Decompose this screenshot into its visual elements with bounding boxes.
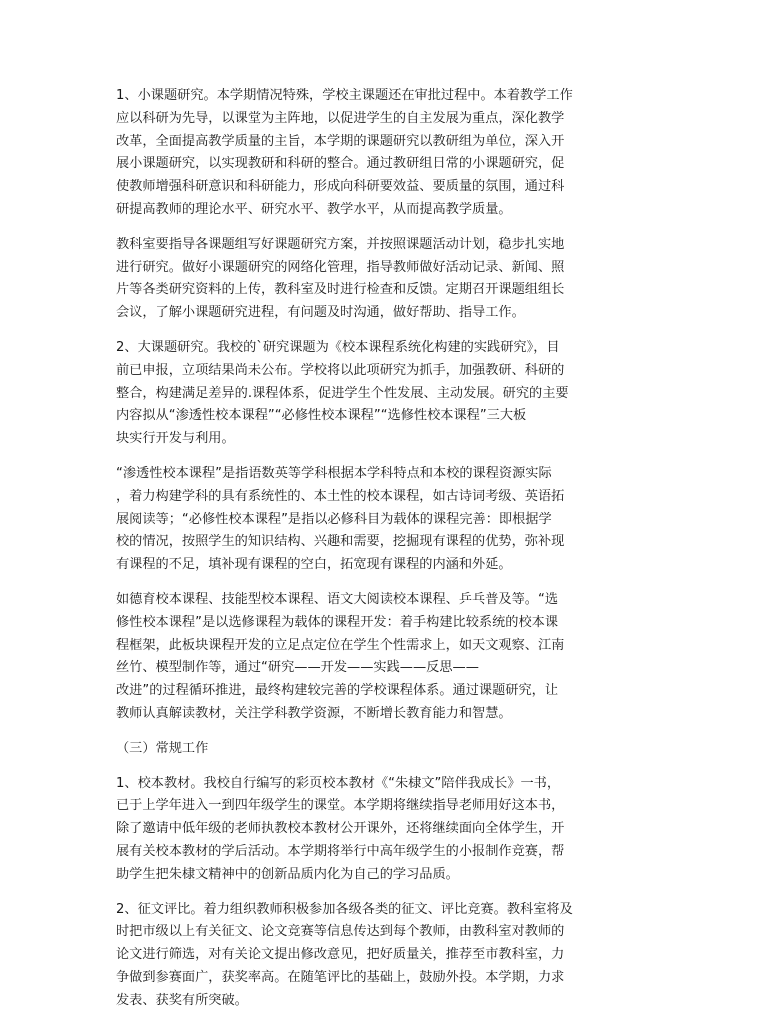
document-page xyxy=(116,85,656,1024)
paragraph-infiltration-curriculum: “渗透性校本课程”是指语数英等学科根据本学科特点和本校的课程资源实际 ，着力构建学科的具有系统性的、本土性的校本课程，如古诗词考级、英语拓 展阅读等；“必修性校本课程”是指以必修科目为载体的课程完善：即根据学 校的情况，按照学生的知识结构、兴趣和需要，挖掘现有课程的优势，弥补现 有课程的不足，填补现有课程的空白，拓宽现有课程的内涵和外延。 xyxy=(116,465,565,573)
paragraph-small-topic-research: 1、小课题研究。本学期情况特殊，学校主课题还在审批过程中。本着教学工作 应以科研为先导，以课堂为主阵地，以促进学生的自主发展为重点，深化教学 改革，全面提高教学质量的主旨，本学期的课题研究以教研组为单位，深入开 展小课题研究，以实现教研和科研的整合。通过教研组日常的小课题研究，促 使教师增强科研意识和科研能力，形成向科研要效益、要质量的氛围，通过科 研提高教师的理论水平、研究水平、教学水平，从而提高教学质量。 xyxy=(116,88,573,217)
paragraph-essay-competition: 2、征文评比。着力组织教师积极参加各级各类的征文、评比竞赛。教科室将及 时把市级以上有关征文、论文竞赛等信息传达到每个教师，由教科室对教师的 论文进行筛选，对有关论文提出修改意见，把好质量关，推荐至市教科室，力 争做到参赛面广，获奖率高。在随笔评比的基础上，鼓励外投。本学期，力求 发表、获奖有所突破。 xyxy=(116,901,573,1008)
paragraph-large-topic-research: 2、大课题研究。我校的`研究课题为《校本课程系统化构建的实践研究》，目 前已申报，立项结果尚未公布。学校将以此项研究为抓手，加强教研、科研的 整合，构建满足差异的.课程体系，促进学生个性发展、主动发展。研究的主要 内容拟从“渗透性校本课程”“必修性校本课程”“选修性校本课程”三大板 块实行开发与利用。 xyxy=(116,339,569,447)
section-heading-routine-work: （三）常规工作 xyxy=(116,740,209,756)
paragraph-elective-curriculum: 如德育校本课程、技能型校本课程、语文大阅读校本课程、乒乓普及等。“选 修性校本课程”是以选修课程为载体的课程开发：着手构建比较系统的校本课 程框架，此板块课程开发的立足点定位在学生个性需求上，如天文观察、江南 丝竹、模型制作等，通过“研究——开发——实践——反思—— 改进”的过程循环推进，最终构建较完善的学校课程体系。通过课题研究，让 教师认真解读教材，关注学科教学资源，不断增长教育能力和智慧。 xyxy=(116,591,565,721)
paragraph-school-textbook: 1、校本教材。我校自行编写的彩页校本教材《“朱棣文”陪伴我成长》一书， 已于上学年进入一到四年级学生的课堂。本学期将继续指导老师用好这本书， 除了邀请中低年级的老师执教校本教材公开课外，还将继续面向全体学生，开 展有关校本教材的学后活动。本学期将举行中高年级学生的小报制作竞赛，帮 助学生把朱棣文精神中的创新品质内化为自己的学习品质。 xyxy=(116,775,565,882)
paragraph-research-office-guidance: 教科室要指导各课题组写好课题研究方案，并按照课题活动计划，稳步扎实地 进行研究。做好小课题研究的网络化管理，指导教师做好活动记录、新闻、照 片等各类研究资料的上传，教科室及时进行检查和反馈。定期召开课题组组长 会议，了解小课题研究进程，有问题及时沟通，做好帮助、指导工作。 xyxy=(116,236,565,321)
